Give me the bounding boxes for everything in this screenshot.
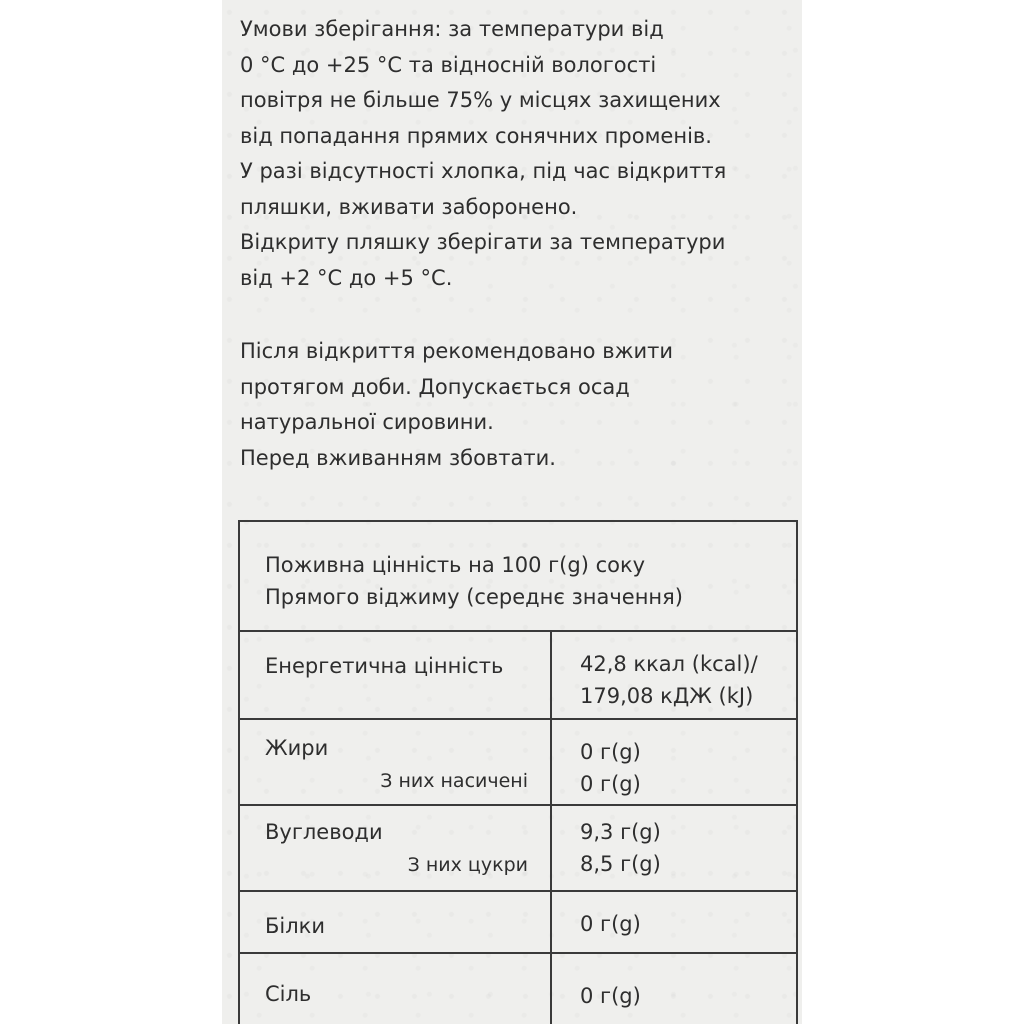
- table-row-protein: [240, 892, 796, 954]
- storage-line: пляшки, вживати заборонено.: [240, 194, 578, 219]
- storage-line: Умови зберігання: за температури від: [240, 17, 664, 41]
- table-row-carbs: [240, 806, 796, 892]
- storage-line: У разі відсутності хлопка, під час відкриття: [240, 159, 727, 183]
- energy-label: Енергетична цінність: [265, 654, 504, 678]
- nutrition-table: [238, 520, 798, 1024]
- after-opening-text: [240, 334, 800, 476]
- carbs-value: [580, 816, 661, 880]
- energy-value: [580, 648, 758, 712]
- carbs-label: Вуглеводи: [265, 820, 383, 844]
- table-row-energy: [240, 632, 796, 720]
- sugars-label: З них цукри: [407, 854, 528, 876]
- fats-value: [580, 736, 641, 800]
- storage-line: 0 °С до +25 °С та відносній вологості: [240, 52, 657, 77]
- carbs-amount: 9,3 г(g): [580, 820, 661, 844]
- salt-label: Сіль: [265, 982, 312, 1006]
- nutrition-header-line: Поживна цінність на 100 г(g) соку: [265, 553, 646, 577]
- after-opening-line: Після відкриття рекомендовано вжити: [240, 339, 674, 363]
- energy-kj: 179,08 кДЖ (kJ): [580, 684, 754, 708]
- table-row-fats: [240, 720, 796, 806]
- protein-value: 0 г(g): [580, 912, 641, 936]
- fats-label: Жири: [265, 736, 329, 760]
- storage-conditions-text: [240, 12, 800, 296]
- energy-kcal: 42,8 ккал (kcal)/: [580, 652, 758, 676]
- nutrition-table-header: [240, 522, 796, 632]
- after-opening-line: протягом доби. Допускається осад: [240, 374, 630, 399]
- fats-amount: 0 г(g): [580, 740, 641, 764]
- after-opening-line: натуральної сировини.: [240, 410, 494, 434]
- nutrition-header-line: Прямого віджиму (середнє значення): [265, 585, 683, 609]
- saturated-amount: 0 г(g): [580, 772, 641, 796]
- storage-line: від +2 °С до +5 °С.: [240, 265, 453, 290]
- storage-line: повітря не більше 75% у місцях захищених: [240, 88, 721, 112]
- protein-label: Білки: [265, 914, 325, 938]
- saturated-label: З них насичені: [380, 770, 528, 792]
- storage-line: від попадання прямих сонячних променів.: [240, 123, 712, 148]
- sugars-amount: 8,5 г(g): [580, 852, 661, 876]
- salt-value: 0 г(g): [580, 984, 641, 1008]
- table-row-salt: [240, 954, 796, 1026]
- after-opening-line: Перед вживанням збовтати.: [240, 445, 556, 470]
- storage-line: Відкриту пляшку зберігати за температури: [240, 230, 726, 254]
